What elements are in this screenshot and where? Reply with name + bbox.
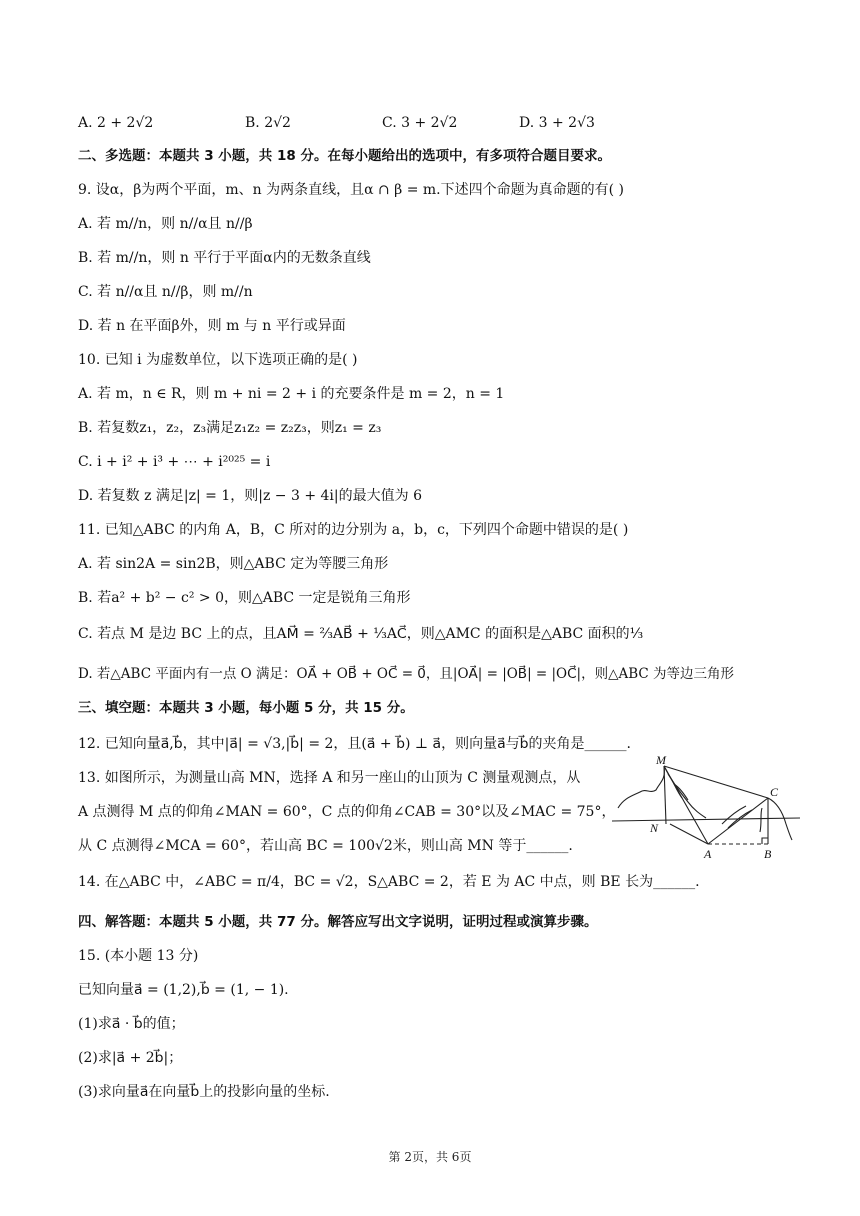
section-heading-fill-blank: 三、填空题：本题共 3 小题，每小题 5 分，共 15 分。 <box>78 700 414 716</box>
q12-text: 12. 已知向量a⃗,b⃗，其中|a⃗| = √3,|b⃗| = 2，且(a⃗ + b⃗) ⊥ a⃗，则向量a⃗与b⃗的夹角是______. <box>78 736 631 752</box>
q11-option-a: A. 若 sin2A = sin2B，则△ABC 定为等腰三角形 <box>78 556 389 572</box>
q9-option-c: C. 若 n//α且 n//β，则 m//n <box>78 284 253 300</box>
page-footer: 第 2页，共 6页 <box>388 1150 472 1164</box>
q10-stem: 10. 已知 i 为虚数单位，以下选项正确的是( ) <box>78 352 358 368</box>
fig-label-m: M <box>656 753 666 767</box>
q11-option-d: D. 若△ABC 平面内有一点 O 满足：OA⃗ + OB⃗ + OC⃗ = 0⃗，且|OA⃗| = |OB⃗| = |OC⃗|，则△ABC 为等边三角形 <box>78 666 735 682</box>
q15-part3: (3)求向量a⃗在向量b⃗上的投影向量的坐标. <box>78 1084 330 1100</box>
q13-line1: 13. 如图所示，为测量山高 MN，选择 A 和另一座山的山顶为 C 测量观测点，从 <box>78 770 581 786</box>
q9-option-b: B. 若 m//n，则 n 平行于平面α内的无数条直线 <box>78 250 371 266</box>
q11-option-b: B. 若a² + b² − c² > 0，则△ABC 一定是锐角三角形 <box>78 590 411 606</box>
q10-option-b: B. 若复数z₁，z₂，z₃满足z₁z₂ = z₂z₃，则z₁ = z₃ <box>78 420 382 436</box>
q10-option-a: A. 若 m，n ∈ R，则 m + ni = 2 + i 的充要条件是 m = 2，n = 1 <box>78 386 505 402</box>
q13-line3: 从 C 点测得∠MCA = 60°，若山高 BC = 100√2米，则山高 MN 等于______. <box>78 838 573 854</box>
q8-option-c: C. 3 + 2√2 <box>382 115 458 131</box>
fig-label-a: A <box>704 847 712 860</box>
q8-option-b: B. 2√2 <box>245 115 291 131</box>
q9-stem: 9. 设α，β为两个平面，m、n 为两条直线，且α ∩ β = m.下述四个命题为真命题的有( ) <box>78 182 625 198</box>
fig-label-c: C <box>770 785 779 799</box>
q8-option-d: D. 3 + 2√3 <box>519 115 595 131</box>
q13-line2: A 点测得 M 点的仰角∠MAN = 60°，C 点的仰角∠CAB = 30°以及∠MAC = 75°， <box>78 804 616 820</box>
q14-text: 14. 在△ABC 中，∠ABC = π/4，BC = √2，S△ABC = 2，若 E 为 AC 中点，则 BE 长为______. <box>78 874 700 890</box>
q10-option-d: D. 若复数 z 满足|z| = 1，则|z − 3 + 4i|的最大值为 6 <box>78 488 422 504</box>
q9-option-d: D. 若 n 在平面β外，则 m 与 n 平行或异面 <box>78 318 346 334</box>
q8-option-a: A. 2 + 2√2 <box>78 115 154 131</box>
q15-part1: (1)求a⃗ · b⃗的值； <box>78 1016 185 1032</box>
q9-option-a: A. 若 m//n，则 n//α且 n//β <box>78 216 253 232</box>
section-heading-multiple-choice: 二、多选题：本题共 3 小题，共 18 分。在每小题给出的选项中，有多项符合题目要求。 <box>78 148 611 164</box>
fig-label-b: B <box>764 847 772 860</box>
q15-title: 15. (本小题 13 分) <box>78 948 199 964</box>
q13-mountain-figure <box>610 752 800 860</box>
fig-label-n: N <box>650 821 659 835</box>
section-heading-solutions: 四、解答题：本题共 5 小题，共 77 分。解答应写出文字说明，证明过程或演算步骤。 <box>78 914 598 930</box>
q11-option-c: C. 若点 M 是边 BC 上的点，且AM⃗ = ⅔AB⃗ + ⅓AC⃗，则△AMC 的面积是△ABC 面积的⅓ <box>78 626 644 642</box>
q15-given: 已知向量a⃗ = (1,2),b⃗ = (1, − 1). <box>78 982 289 998</box>
q15-part2: (2)求|a⃗ + 2b⃗|； <box>78 1050 183 1066</box>
q10-option-c: C. i + i² + i³ + ⋯ + i²⁰²⁵ = i <box>78 454 271 470</box>
q11-stem: 11. 已知△ABC 的内角 A，B，C 所对的边分别为 a，b，c，下列四个命题中错误的是( ) <box>78 522 629 538</box>
